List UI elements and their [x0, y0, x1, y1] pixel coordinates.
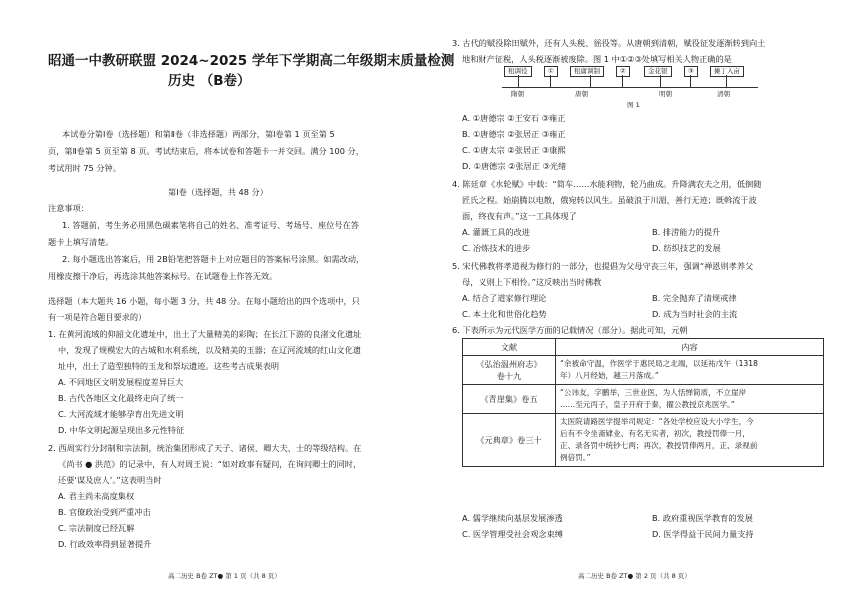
table-cell-content: “余被命守温，作医学于惠民局之北端，以延祐戊午（1318 年）八月经始，越三月落成。”	[556, 356, 824, 385]
section-heading-1: 选择题（本大题共 16 小题，每小题 3 分，共 48 分。在每小题给出的四个选项中，只	[48, 296, 360, 306]
q6-table	[462, 338, 824, 467]
timeline-box-2: ②	[616, 66, 630, 77]
table-cell-content: “公讳友，字鹏举，三世业医，为人恬惮简质，不立崖岸 ……至元丙子，皇子开府于秦，擢公教授京兆医学。”	[556, 385, 824, 414]
q6-option-c[interactable]: C. 医学管理受社会观念束缚	[462, 529, 563, 539]
q2-stem-1: 2. 西周实行分封制和宗法制，统治集团形成了天子、诸侯、卿大夫、士的等级结构。在	[48, 443, 362, 453]
q5-option-c[interactable]: C. 本土化和世俗化趋势	[462, 309, 547, 319]
q4-stem-3: 面，终夜有声。”这一工具体现了	[462, 211, 577, 221]
q3-stem-2: 地和财产征税，人头税逐渐被废除。图 1 中①②③处填写相关人物正确的是	[462, 54, 732, 64]
q2-option-b[interactable]: B. 官僚政治受到严重冲击	[58, 507, 151, 517]
q4-option-c[interactable]: C. 冶炼技术的进步	[462, 243, 531, 253]
q2-stem-3: 还要‘谋及庶人’。”这表明当时	[58, 475, 162, 485]
q4-option-d[interactable]: D. 纺织技艺的发展	[652, 243, 721, 253]
table-cell-source: 《弘治温州府志》 卷十九	[463, 356, 556, 385]
note-line-4: 用橡皮擦干净后，再选涂其他答案标号。在试题卷上作答无效。	[48, 271, 278, 281]
intro-line-2: 页，第Ⅱ卷第 5 页至第 8 页。考试结束后，将本试卷和答题卡一并交回。满分 100 分，	[48, 146, 364, 156]
q5-stem-1: 5. 宋代佛教将孝道视为修行的一部分，也提倡为父母守丧三年，强调“禅恩则孝养父	[452, 261, 754, 271]
table-cell-source: 《元典章》卷三十	[463, 414, 556, 467]
timeline-box-zudiaoyi: 租调役	[504, 66, 532, 77]
table-header-source: 文献	[463, 339, 556, 356]
table-cell-source: 《青崖集》卷五	[463, 385, 556, 414]
note-line-2: 题卡上填写清楚。	[48, 237, 114, 247]
page-1-footer: 高二历史 B卷 ZT● 第 1 页（共 8 页）	[168, 572, 281, 580]
page-2-footer: 高二历史 B卷 ZT● 第 2 页（共 8 页）	[578, 572, 691, 580]
q5-option-b[interactable]: B. 完全抛弃了清规戒律	[652, 293, 737, 303]
q3-option-d[interactable]: D. ①唐德宗 ②张居正 ③光绪	[462, 161, 567, 171]
q1-stem-3: 址中，出土了造型独特的玉龙和祭坛遗迹。这些考古成果表明	[58, 361, 280, 371]
timeline-era-tang: 唐朝	[572, 90, 591, 99]
intro-line-1: 本试卷分第Ⅰ卷（选择题）和第Ⅱ卷（非选择题）两部分，第Ⅰ卷第 1 页至第 5	[62, 129, 335, 139]
q6-option-a[interactable]: A. 儒学继续向基层发展渗透	[462, 513, 563, 523]
table-row	[463, 356, 824, 385]
timeline-era-ming: 明朝	[656, 90, 675, 99]
timeline-box-jinhuayin: 金花银	[644, 66, 672, 77]
timeline-tick-6	[690, 75, 691, 87]
timeline-axis	[502, 87, 758, 88]
intro-line-3: 考试用时 75 分钟。	[48, 163, 121, 173]
page-2	[430, 0, 860, 592]
timeline-box-tandingrumu: 摊丁入亩	[710, 66, 744, 77]
table-header-row	[463, 339, 824, 356]
table-row	[463, 414, 824, 467]
timeline-box-1: ①	[544, 66, 558, 77]
q3-option-a[interactable]: A. ①唐德宗 ②王安石 ③雍正	[462, 113, 566, 123]
q6-option-d[interactable]: D. 医学得益于民间力量支持	[652, 529, 754, 539]
timeline-tick-1	[518, 75, 519, 87]
q1-stem-2: 中，发现了规模宏大的古城和水利系统，以及精美的玉器；在辽河流域的红山文化遗	[58, 345, 361, 355]
q6-option-b[interactable]: B. 政府重视医学教育的发展	[652, 513, 753, 523]
note-line-3: 2. 每小题选出答案后，用 2B铅笔把答题卡上对应题目的答案标号涂黑。如需改动，	[62, 254, 365, 264]
q5-option-a[interactable]: A. 结合了道家修行理论	[462, 293, 547, 303]
q1-stem-1: 1. 在黄河流域的仰韶文化遗址中，出土了大量精美的彩陶；在长江下游的良渚文化遗址	[48, 329, 362, 339]
q6-stem: 6. 下表所示为元代医学方面的记载情况（部分）。据此可知，元朝	[452, 325, 688, 335]
timeline-tick-4	[622, 75, 623, 87]
timeline-era-sui: 隋朝	[508, 90, 527, 99]
q5-option-d[interactable]: D. 成为当时社会的主流	[652, 309, 738, 319]
timeline-box-3: ③	[684, 66, 698, 77]
exam-title-line2: 历史 （B卷）	[168, 73, 251, 89]
q4-stem-1: 4. 陈廷章《水轮赋》中载：“简车……水能利物，轮乃曲成。升降满农夫之用，低徊随	[452, 179, 762, 189]
q1-option-b[interactable]: B. 古代各地区文化最终走向了统一	[58, 393, 184, 403]
q2-option-d[interactable]: D. 行政效率得到显著提升	[58, 539, 152, 549]
table-cell-content: 太医院请路医学提举司规定：“各处学校应设大小学生，今 后有不令坐斋肄业、有名无实者，初次，教授罚俸一月， 正、录各罚中统钞七两；再次，教授罚俸两月，正、录视前 例倍罚。”	[556, 414, 824, 467]
timeline-tick-2	[550, 75, 551, 87]
section-heading-2: 有一项是符合题目要求的）	[48, 312, 147, 322]
q3-option-c[interactable]: C. ①唐太宗 ②张居正 ③康熙	[462, 145, 566, 155]
notes-heading: 注意事项：	[48, 203, 89, 213]
q3-timeline-figure	[500, 66, 760, 112]
figure-caption: 图 1	[624, 101, 643, 110]
table-header-content: 内容	[556, 339, 824, 356]
q3-option-b[interactable]: B. ①唐德宗 ②张居正 ③雍正	[462, 129, 566, 139]
q1-option-c[interactable]: C. 大河流域才能够孕育出先进文明	[58, 409, 184, 419]
exam-title-line1: 昭通一中教研联盟 2024~2025 学年下学期高二年级期末质量检测	[48, 53, 455, 69]
note-line-1: 1. 答题前，考生务必用黑色碳素笔将自己的姓名、准考证号、考场号、座位号在答	[62, 220, 359, 230]
timeline-tick-7	[726, 75, 727, 87]
q1-option-a[interactable]: A. 不同地区文明发展程度差异巨大	[58, 377, 184, 387]
q4-option-b[interactable]: B. 排涝能力的提升	[652, 227, 721, 237]
q2-stem-2: 《尚书 ● 洪范》的记录中，有人对周王说：“如对政事有疑问，在询问卿士的同时，	[58, 459, 362, 469]
timeline-era-qing: 清朝	[714, 90, 733, 99]
q4-stem-2: 匠氏之程。始崩腾以电散，俄宛转以风生。虽破浪于川湄，善行无迹；既斡流于波	[462, 195, 757, 205]
q5-stem-2: 母，义则上下相怜。”这反映出当时佛教	[462, 277, 602, 287]
q2-option-a[interactable]: A. 君主尚未高度集权	[58, 491, 135, 501]
timeline-tick-3	[590, 75, 591, 87]
q4-option-a[interactable]: A. 灌溉工具的改进	[462, 227, 530, 237]
part1-heading: 第Ⅰ卷（选择题，共 48 分）	[168, 187, 268, 197]
q1-option-d[interactable]: D. 中华文明起源呈现出多元性特征	[58, 425, 185, 435]
table-row	[463, 385, 824, 414]
q3-stem-1: 3. 古代的赋役除田赋外，还有人头税、徭役等。从唐朝到清朝，赋役征发逐渐转到向土	[452, 38, 766, 48]
timeline-tick-5	[660, 75, 661, 87]
timeline-box-zuyongdiao: 租庸调制	[570, 66, 604, 77]
q2-option-c[interactable]: C. 宗法制度已经瓦解	[58, 523, 135, 533]
